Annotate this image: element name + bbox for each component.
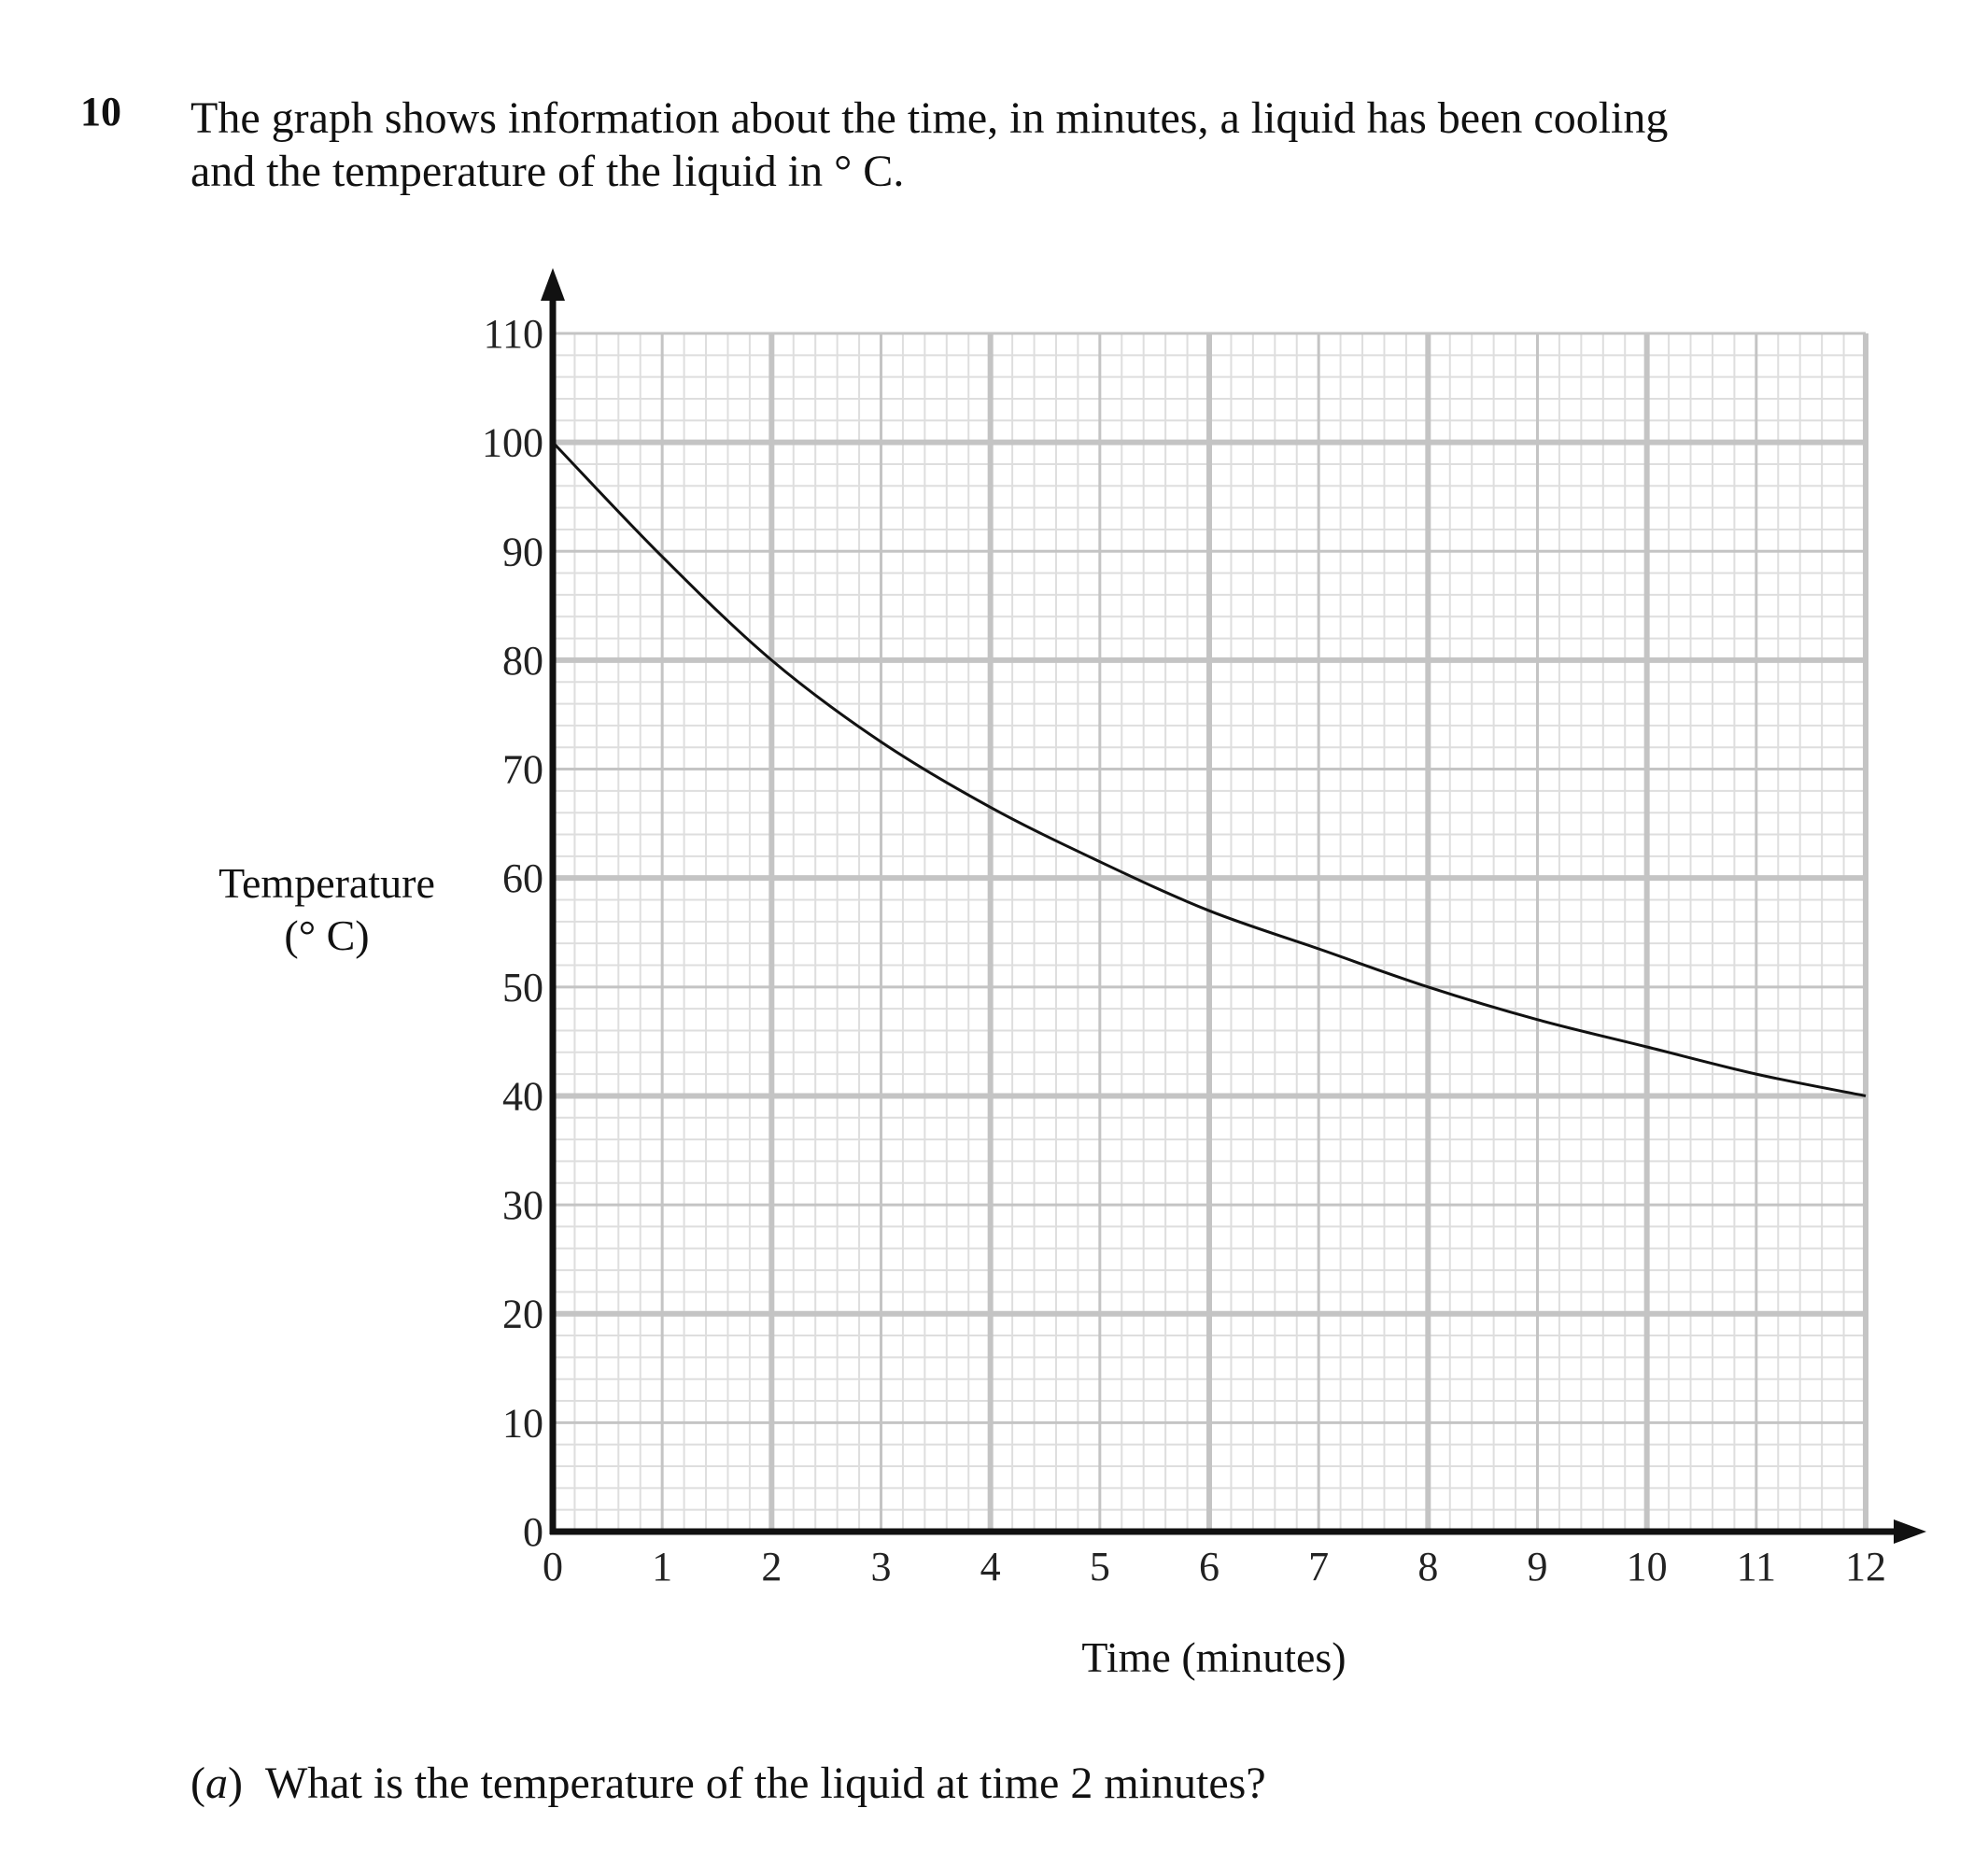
y-axis-arrow [541, 268, 565, 301]
y-tick-label: 100 [482, 419, 543, 466]
question-stem-line-1: The graph shows information about the time, in minutes, a liquid has been cooling [190, 93, 1669, 143]
question-number: 10 [80, 89, 121, 134]
y-axis-label-line-2: (° C) [284, 911, 370, 959]
y-axis-label [187, 857, 467, 962]
x-tick-label: 1 [652, 1544, 673, 1589]
x-tick-label: 4 [980, 1544, 1001, 1589]
y-tick-label: 60 [502, 855, 543, 902]
x-tick-label: 11 [1736, 1544, 1777, 1589]
axes [541, 268, 1926, 1544]
x-tick-label: 12 [1845, 1544, 1886, 1589]
y-tick-label: 80 [502, 637, 543, 684]
x-tick-labels [543, 1544, 1886, 1589]
y-tick-label: 50 [502, 964, 543, 1010]
x-tick-label: 2 [761, 1544, 783, 1589]
question-part-a: (a) What is the temperature of the liquid at time 2 minutes? [190, 1759, 1266, 1808]
x-axis-label: Time (minutes) [1081, 1633, 1346, 1681]
question-stem-line-2: and the temperature of the liquid in ° C. [190, 147, 905, 196]
part-a-text: What is the temperature of the liquid at time 2 minutes? [264, 1759, 1266, 1808]
x-tick-label: 0 [543, 1544, 563, 1589]
x-tick-label: 3 [870, 1544, 892, 1589]
y-tick-label: 20 [502, 1291, 543, 1337]
y-tick-label: 40 [502, 1073, 543, 1120]
x-tick-label: 5 [1089, 1544, 1110, 1589]
y-tick-label: 10 [502, 1400, 543, 1447]
y-tick-label: 110 [483, 311, 543, 357]
y-tick-label: 0 [523, 1509, 543, 1555]
part-a-letter: a [204, 1759, 228, 1808]
y-axis-label-line-1: Temperature [219, 859, 435, 907]
y-tick-labels [482, 311, 543, 1555]
x-tick-label: 9 [1527, 1544, 1548, 1589]
x-tick-label: 8 [1417, 1544, 1439, 1589]
y-tick-label: 30 [502, 1182, 543, 1229]
x-tick-label: 6 [1199, 1544, 1220, 1589]
x-tick-label: 7 [1308, 1544, 1330, 1589]
x-tick-label: 10 [1626, 1544, 1668, 1589]
y-tick-label: 70 [502, 746, 543, 793]
y-tick-label: 90 [502, 529, 543, 575]
x-axis-arrow [1894, 1519, 1926, 1544]
